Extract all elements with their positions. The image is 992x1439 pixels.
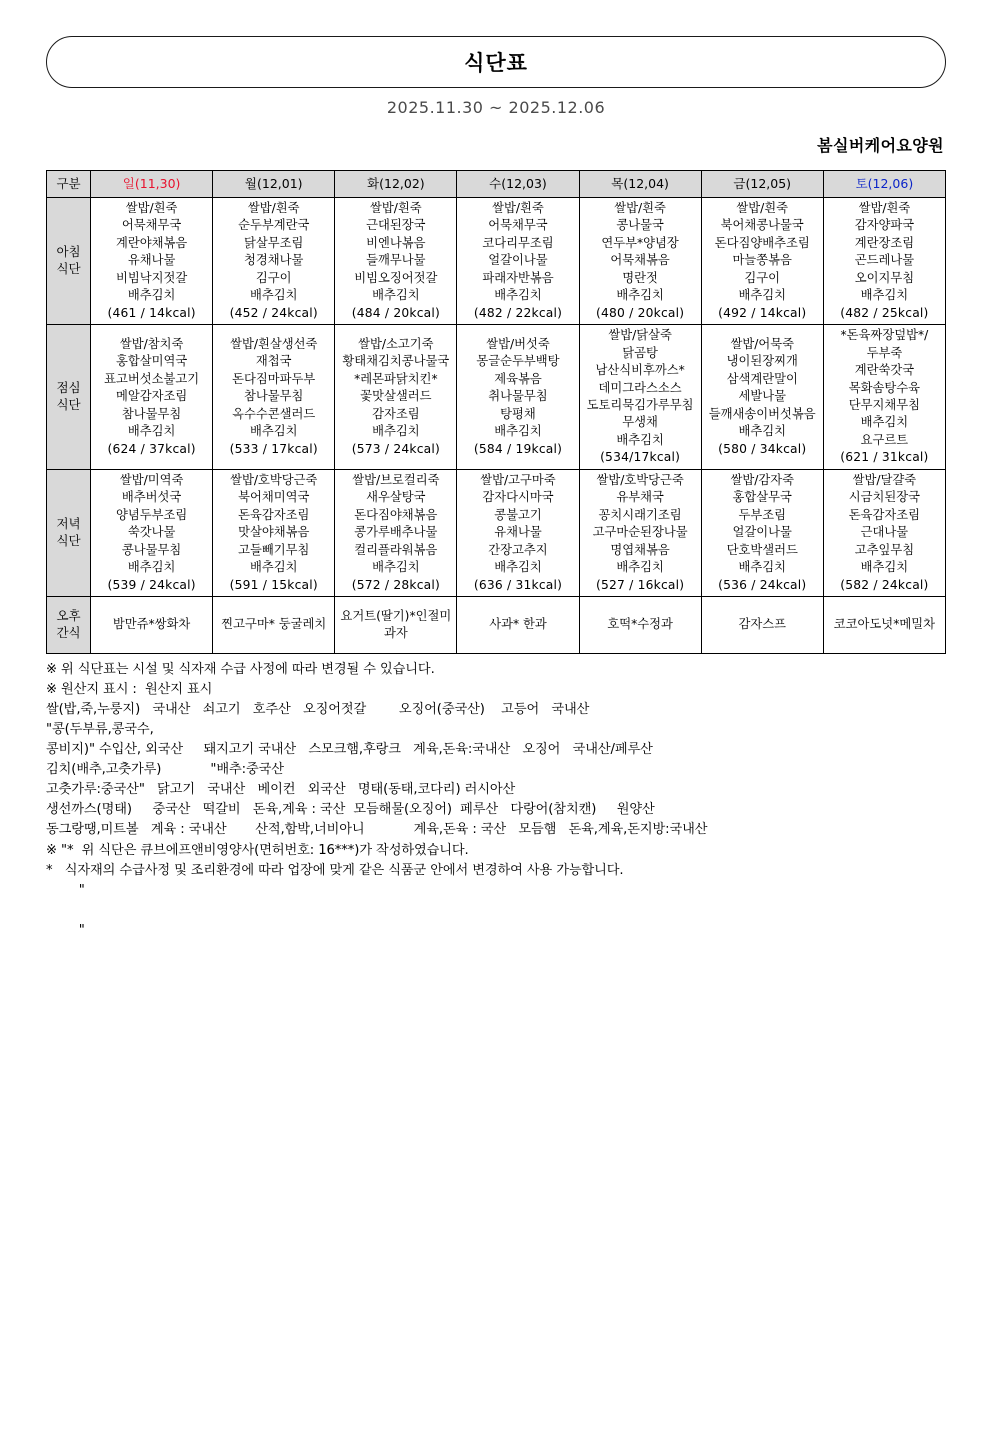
footnote-line: 김치(배추,고춧가루) "배추:중국산 (46, 762, 284, 778)
menu-item: 홍합살미역국 (115, 354, 188, 369)
footnote-line: "콩(두부류,콩국수, (46, 722, 154, 738)
meal-cell (579, 469, 701, 596)
menu-item: 쌀밥/흰죽 (614, 201, 666, 215)
corner-label: 구분 (47, 171, 91, 198)
menu-item: 탕평채 (500, 406, 536, 421)
footnote-line: 콩비지)" 수입산, 외국산 돼지고기 국내산 스모크햄,후랑크 계육,돈육:국내산 오징어 국내산/페루산 (46, 742, 653, 758)
menu-item: 유부채국 (616, 490, 664, 505)
meal-cell (213, 325, 335, 470)
calorie-value: (533 / 17kcal) (229, 441, 318, 456)
footnote-line: " (46, 922, 85, 938)
menu-item: 계란야채볶음 (115, 235, 188, 250)
menu-item: 꽃맛살샐러드 (360, 389, 432, 404)
menu-item: 콩나물무침 (121, 542, 182, 557)
menu-item: 쌀밥/흰죽 (247, 201, 300, 215)
calorie-value: (624 / 37kcal) (107, 441, 196, 456)
meal-cell (457, 198, 579, 325)
calorie-value: (482 / 25kcal) (840, 305, 929, 320)
menu-item: 배추김치 (127, 560, 176, 575)
snack-cell: 요거트(딸기)*인절미과자 (335, 596, 457, 653)
menu-item: 쌀밥/흰살생선죽 (230, 336, 318, 351)
meal-row-label-line: 점심 (56, 380, 81, 396)
calorie-value: (572 / 28kcal) (351, 577, 441, 592)
menu-item: 순두부계란국 (238, 218, 310, 233)
menu-item: 김구이 (255, 270, 292, 285)
menu-item: 배추김치 (372, 288, 420, 303)
menu-item: 꽁치시래기조림 (598, 507, 682, 522)
table-body (47, 198, 946, 654)
footnote-line: " (46, 882, 85, 898)
footnote-line: ※ 원산지 표시 : 원산지 표시 (46, 682, 213, 698)
menu-item: 연두부*양념장 (601, 235, 679, 250)
menu-item: 북어채미역국 (238, 490, 310, 505)
menu-item: 배추김치 (494, 424, 542, 439)
meal-row-label (47, 325, 91, 470)
day-header-tue: 화(12,02) (335, 171, 457, 198)
day-header-mon: 월(12,01) (213, 171, 335, 198)
meal-cell (701, 198, 823, 325)
menu-item: 취나물무침 (488, 389, 548, 404)
calorie-value: (539 / 24kcal) (107, 577, 196, 592)
menu-item: 시금치된장국 (848, 490, 921, 505)
footnote-line: ※ 위 식단표는 시설 및 식자재 수급 사정에 따라 변경될 수 있습니다. (46, 661, 435, 677)
meal-cell (457, 325, 579, 470)
menu-item: 유채나물 (494, 525, 542, 540)
weekly-menu-table (46, 170, 946, 654)
menu-item: 유채나물 (127, 253, 176, 268)
menu-item: 근대된장국 (366, 218, 426, 233)
menu-item: 쌀밥/흰죽 (858, 201, 911, 215)
menu-item: 쌀밥/브로컬리죽 (352, 472, 440, 487)
menu-item: *레몬파닭치킨* (354, 371, 438, 386)
title-banner (46, 36, 946, 88)
menu-item: 얼갈이나물 (732, 525, 792, 540)
menu-item: 어묵채볶음 (610, 253, 670, 268)
menu-item: 배추김치 (860, 560, 909, 575)
menu-item: 닭곰탕 (622, 345, 658, 360)
menu-item: 단무지채무침 (848, 397, 921, 412)
menu-item: 들깨무나물 (366, 253, 426, 268)
calorie-value: (492 / 14kcal) (718, 305, 807, 320)
menu-item: 북어채콩나물국 (720, 218, 804, 233)
menu-item: 쌀밥/고구마죽 (480, 472, 556, 487)
snack-row-label-line: 간식 (56, 624, 81, 640)
meal-cell (91, 325, 213, 470)
footnote-line: 고춧가루:중국산" 닭고기 국내산 베이컨 외국산 명태(동태,코다리) 러시아산 (46, 782, 516, 798)
meal-cell (91, 469, 213, 596)
meal-row-label-line: 저녁 (56, 516, 81, 531)
meal-cell (823, 469, 945, 596)
menu-item: 고추잎무침 (854, 542, 915, 557)
menu-item: 쌀밥/어묵죽 (730, 336, 794, 351)
calorie-value: (484 / 20kcal) (351, 305, 441, 320)
meal-cell (823, 325, 945, 470)
calorie-value: (536 / 24kcal) (718, 577, 807, 592)
table-header (47, 171, 946, 198)
menu-item: 쌀밥/흰죽 (736, 201, 789, 215)
menu-item: 단호박샐러드 (726, 542, 798, 557)
menu-item: 쌀밥/흰죽 (125, 201, 178, 215)
snack-cell: 코코아도넛*메밀차 (823, 596, 945, 653)
menu-item: 오이지무침 (854, 270, 915, 285)
day-header-thu: 목(12,04) (579, 171, 701, 198)
menu-item: 재첩국 (255, 354, 292, 369)
menu-item: 쌀밥/호박당근죽 (596, 472, 684, 487)
page-title: 식단표 (464, 51, 528, 75)
menu-item: 돈다짐마파두부 (232, 371, 316, 386)
menu-item: 데미그라스소스 (598, 380, 682, 395)
menu-item: 어묵채무국 (121, 218, 182, 233)
footnote-line: * 식자재의 수급사정 및 조리환경에 따라 업장에 맞게 같은 식품군 안에서 변경하여 사용 가능합니다. (46, 862, 624, 878)
menu-item: 배추김치 (249, 560, 298, 575)
menu-item: 비엔나볶음 (366, 235, 426, 250)
menu-item: 쌀밥/소고기죽 (358, 336, 434, 351)
menu-item: 배추김치 (127, 424, 176, 439)
menu-item: 배추김치 (860, 415, 909, 430)
menu-item: 계란장조림 (854, 235, 915, 250)
menu-item: 쌀밥/달걀죽 (852, 472, 917, 487)
meal-cell (91, 198, 213, 325)
menu-item: 콩나물국 (616, 218, 664, 233)
calorie-value: (582 / 24kcal) (840, 577, 929, 592)
menu-item: 배추김치 (249, 424, 298, 439)
menu-item: 들깨새송이버섯볶음 (708, 406, 816, 421)
calorie-value: (636 / 31kcal) (473, 577, 563, 592)
menu-item: 파래자반볶음 (482, 270, 554, 285)
menu-item: 근대나물 (860, 525, 909, 540)
menu-item: 컬리플라워볶음 (354, 542, 438, 557)
header-row (47, 171, 946, 198)
table-row (47, 596, 946, 653)
menu-item: 배추김치 (738, 424, 786, 439)
menu-item: 쌀밥/감자죽 (730, 472, 794, 487)
menu-item: 돈육감자조림 (238, 507, 310, 522)
calorie-value: (452 / 24kcal) (229, 305, 318, 320)
footnote-line: 동그랑땡,미트볼 계육 : 국내산 산적,함박,너비아니 계육,돈육 : 국산 모듬햄 돈육,계육,돈지방:국내산 (46, 822, 708, 838)
menu-item: 표고버섯소불고기 (104, 371, 200, 386)
meal-cell (579, 198, 701, 325)
calorie-value: (527 / 16kcal) (595, 577, 685, 592)
meal-row-label-line: 식단 (56, 396, 81, 412)
menu-item: 배추김치 (372, 424, 420, 439)
meal-cell (335, 198, 457, 325)
facility-name: 봄실버케어요양원 (817, 136, 944, 155)
meal-cell (701, 325, 823, 470)
menu-item: 메알감자조림 (115, 389, 188, 404)
menu-item: 배추김치 (860, 288, 909, 303)
menu-item: 참나물무침 (244, 389, 304, 404)
menu-item: 요구르트 (860, 432, 909, 447)
calorie-value: (482 / 22kcal) (473, 305, 563, 320)
menu-item: 어묵채무국 (488, 218, 548, 233)
menu-item: 두부조림 (738, 507, 786, 522)
day-header-sat: 토(12,06) (823, 171, 945, 198)
menu-item: 배추김치 (494, 288, 542, 303)
menu-item: 간장고추지 (488, 542, 548, 557)
menu-item: 돈육감자조림 (848, 507, 921, 522)
meal-cell (701, 469, 823, 596)
calorie-value: (591 / 15kcal) (229, 577, 318, 592)
menu-item: 명엽채볶음 (610, 542, 670, 557)
snack-row-label-line: 오후 (56, 608, 81, 624)
meal-row-label (47, 198, 91, 325)
table-row (47, 325, 946, 470)
snack-cell: 사과* 한과 (457, 596, 579, 653)
meal-row-label-line: 식단 (56, 532, 81, 548)
menu-item: 닭살무조림 (244, 235, 304, 250)
menu-item: 코다리무조림 (482, 235, 554, 250)
menu-item: 배추김치 (372, 560, 420, 575)
menu-item: 배추김치 (494, 560, 542, 575)
menu-item: 계란쑥갓국 (854, 363, 915, 378)
day-header-fri: 금(12,05) (701, 171, 823, 198)
table-row (47, 469, 946, 596)
menu-item: 김구이 (744, 270, 781, 285)
calorie-value: (534/17kcal) (600, 450, 681, 465)
menu-item: 목화솜탕수육 (848, 380, 921, 395)
snack-cell: 찐고구마* 둥굴레치 (213, 596, 335, 653)
menu-item: 배추김치 (738, 288, 786, 303)
menu-item: 돈다짐양배추조림 (714, 235, 810, 250)
menu-item: 제육볶음 (494, 371, 542, 386)
table-row (47, 198, 946, 325)
meal-cell (457, 469, 579, 596)
menu-item: 배추김치 (738, 560, 786, 575)
date-range-label: 2025.11.30 ~ 2025.12.06 (386, 98, 606, 117)
menu-item: 마늘쫑볶음 (732, 253, 792, 268)
day-header-wed: 수(12,03) (457, 171, 579, 198)
meal-cell (213, 469, 335, 596)
menu-item: 비빔낙지젓갈 (115, 270, 188, 285)
menu-item: 맛살야채볶음 (238, 525, 310, 540)
snack-cell: 밤만쥬*쌍화차 (91, 596, 213, 653)
calorie-value: (480 / 20kcal) (595, 305, 685, 320)
menu-item: 무생채 (622, 415, 658, 430)
menu-item: 황태채김치콩나물국 (342, 354, 450, 369)
meal-cell (579, 325, 701, 470)
menu-item: 고들빼기무침 (238, 542, 310, 557)
menu-item: 고구마순된장나물 (592, 525, 688, 540)
menu-item: 배추김치 (616, 432, 664, 447)
meal-row-label (47, 469, 91, 596)
menu-item: 홍합살무국 (732, 490, 792, 505)
footnote-line (46, 901, 946, 921)
meal-cell (213, 198, 335, 325)
menu-plan-page (0, 36, 992, 1439)
menu-item: 돈다짐야채볶음 (354, 507, 438, 522)
menu-item: 배추김치 (249, 288, 298, 303)
menu-item: 쌀밥/닭살죽 (608, 328, 672, 343)
menu-item: 감자다시마국 (482, 490, 554, 505)
menu-item: 감자조림 (372, 406, 420, 421)
menu-item: 새우살탕국 (366, 490, 426, 505)
menu-item: 도토리묵김가루무침 (586, 397, 694, 412)
menu-item: 청경채나물 (244, 253, 304, 268)
menu-item: 쑥갓나물 (127, 525, 176, 540)
footnote-line: 생선까스(명태) 중국산 떡갈비 돈육,계육 : 국산 모듬해물(오징어) 페루산 다랑어(참치캔) 원양산 (46, 802, 655, 818)
calorie-value: (573 / 24kcal) (351, 441, 441, 456)
meal-row-label-line: 식단 (56, 261, 81, 277)
menu-item: 배추버섯국 (121, 490, 182, 505)
menu-item: 비빔오징어젓갈 (354, 270, 438, 285)
menu-item: 남산식비후까스* (595, 363, 685, 378)
menu-item: 쌀밥/흰죽 (370, 201, 422, 215)
menu-item: 쌀밥/흰죽 (492, 201, 544, 215)
calorie-value: (584 / 19kcal) (473, 441, 563, 456)
snack-row-label (47, 596, 91, 653)
menu-item: 참나물무침 (121, 406, 182, 421)
snack-cell: 감자스프 (701, 596, 823, 653)
menu-item: 세발나물 (738, 389, 786, 404)
menu-item: 콩불고기 (494, 507, 542, 522)
menu-item: 배추김치 (616, 560, 664, 575)
menu-item: *돈육짜장덮밥*/ (840, 328, 929, 343)
menu-item: 감자양파국 (854, 218, 915, 233)
menu-item: 두부죽 (866, 345, 903, 360)
snack-cell: 호떡*수정과 (579, 596, 701, 653)
menu-item: 배추김치 (616, 288, 664, 303)
menu-item: 몽글순두부백탕 (476, 354, 560, 369)
footnote-line: 쌀(밥,죽,누룽지) 국내산 쇠고기 호주산 오징어젓갈 오징어(중국산) 고등어 국내산 (46, 702, 590, 718)
calorie-value: (621 / 31kcal) (840, 450, 929, 465)
menu-item: 배추김치 (127, 288, 176, 303)
calorie-value: (580 / 34kcal) (718, 441, 807, 456)
meal-cell (335, 325, 457, 470)
meal-cell (335, 469, 457, 596)
menu-item: 옥수수콘샐러드 (232, 406, 316, 421)
menu-item: 명란젓 (622, 270, 658, 285)
menu-item: 쌀밥/호박당근죽 (230, 472, 318, 487)
menu-item: 쌀밥/참치죽 (119, 336, 184, 351)
menu-item: 얼갈이나물 (488, 253, 548, 268)
menu-item: 삼색계란말이 (726, 371, 798, 386)
calorie-value: (461 / 14kcal) (107, 305, 196, 320)
menu-item: 쌀밥/미역죽 (119, 472, 184, 487)
day-header-sun: 일(11,30) (91, 171, 213, 198)
footnote-line: ※ "* 위 식단은 큐브에프앤비영양사(면허번호: 16***)가 작성하였습니다. (46, 842, 469, 858)
meal-row-label-line: 아침 (56, 244, 81, 260)
menu-item: 콩가루배추나물 (354, 525, 438, 540)
footnotes-block (46, 660, 946, 941)
meal-cell (823, 198, 945, 325)
menu-item: 쌀밥/버섯죽 (486, 336, 550, 351)
menu-item: 냉이된장찌개 (726, 354, 798, 369)
menu-item: 양념두부조림 (115, 507, 188, 522)
menu-item: 곤드레나물 (854, 253, 915, 268)
